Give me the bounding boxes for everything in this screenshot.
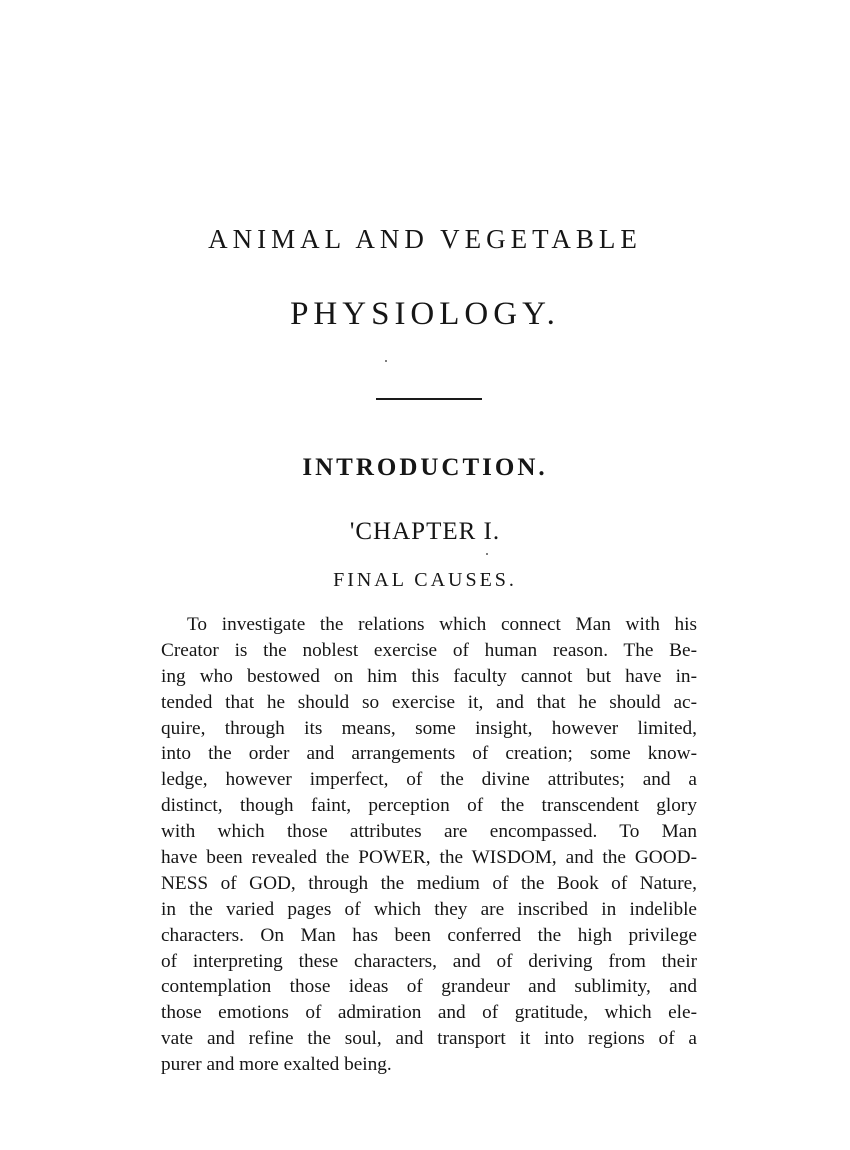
paragraph-line: ing who bestowed on him this faculty cannot but have in- [161,665,697,687]
paragraph-line: those emotions of admiration and of gratitude, which ele- [161,1002,697,1024]
book-title-line-1: ANIMAL AND VEGETABLE [208,224,642,254]
book-title-line-2: PHYSIOLOGY. [290,296,560,332]
paragraph-line: contemplation those ideas of grandeur and sublimity, and [161,976,697,998]
paragraph-line: quire, through its means, some insight, however limited, [161,717,697,739]
paragraph-line: into the order and arrangements of creation; some know- [161,743,697,765]
paragraph-line: characters. On Man has been conferred the high privilege [161,924,697,946]
introduction-heading: INTRODUCTION. [302,454,548,481]
paragraph-line: with which those attributes are encompassed. To Man [161,821,697,843]
paragraph-line: purer and more exalted being. [161,1054,392,1076]
title-divider-rule [376,398,482,400]
paragraph-line: of interpreting these characters, and of deriving from their [161,950,697,972]
body-paragraph [161,612,697,1078]
paragraph-line: NESS of GOD, through the medium of the Book of Nature, [161,872,697,894]
chapter-heading: 'CHAPTER I. [349,518,501,545]
paragraph-line: Creator is the noblest exercise of human reason. The Be- [161,639,697,661]
ink-speck [486,553,488,555]
section-heading: FINAL CAUSES. [333,569,517,591]
paragraph-line: in the varied pages of which they are inscribed in indelible [161,898,697,920]
paragraph-line: ledge, however imperfect, of the divine attributes; and a [161,769,697,791]
ink-speck [385,360,387,362]
paragraph-line: To investigate the relations which connect Man with his [187,614,697,635]
paragraph-line: vate and refine the soul, and transport it into regions of a [161,1028,697,1050]
paragraph-line: distinct, though faint, perception of the transcendent glory [161,795,697,817]
paragraph-line: tended that he should so exercise it, and that he should ac- [161,691,697,713]
paragraph-line: have been revealed the POWER, the WISDOM, and the GOOD- [161,847,697,869]
